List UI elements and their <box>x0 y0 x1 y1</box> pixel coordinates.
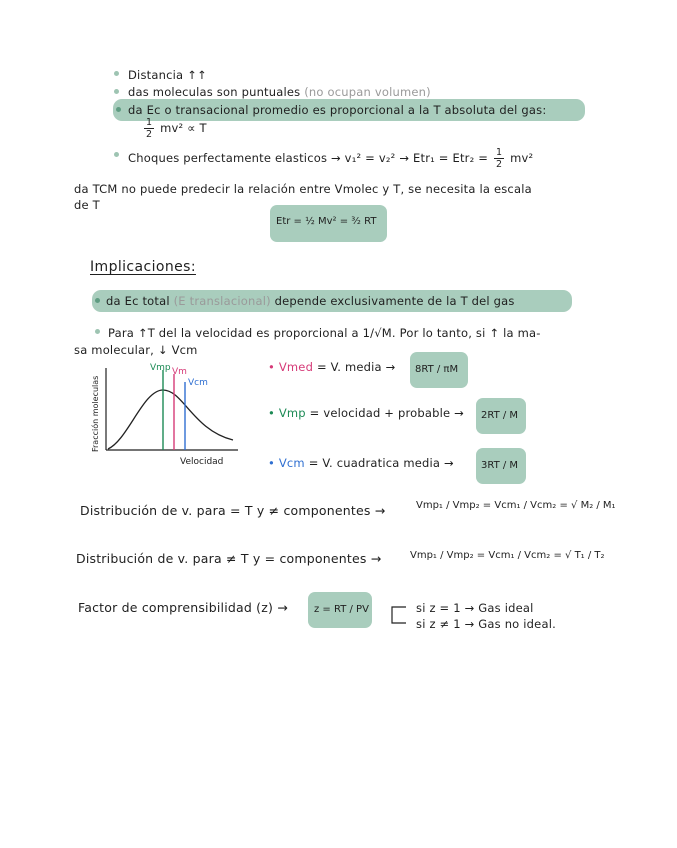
para-velocidad-line1: Para ↑T del la velocidad es proporcional a 1/√M. Por lo tanto, si ↑ la ma- <box>108 326 541 340</box>
bullet-dot <box>116 107 121 112</box>
vmp-row <box>268 406 464 420</box>
d2-vmp-ratio: Vmp₁ / Vmp₂ <box>410 550 474 561</box>
vcm-formula: 3RT / M <box>481 460 519 471</box>
factor-text: Factor de comprensibilidad (z) → <box>78 600 288 615</box>
distribucion-1-ratios: Vmp₁ / Vmp₂ = Vcm₁ / Vcm₂ = √ M₂ / M₁ <box>416 500 616 511</box>
vmed-symbol: • Vmed <box>268 360 314 374</box>
graph-ylabel: Fracción moleculas <box>91 375 100 452</box>
bullet-choques <box>128 147 533 170</box>
para-velocidad-line2: sa molecular, ↓ Vcm <box>74 343 198 357</box>
distribucion-1-text: Distribución de v. para = T y ≠ componentes → <box>80 503 386 518</box>
bullet-dot <box>95 298 100 303</box>
graph-xlabel: Velocidad <box>180 457 224 467</box>
fraction-half: $\frac{1}{2}$ <box>495 147 503 170</box>
graph-label-vm: Vm <box>172 367 187 377</box>
z-case-ideal: si z = 1 → Gas ideal <box>416 601 534 615</box>
graph-label-vcm: Vcm <box>188 378 208 388</box>
d1-vmp-ratio: Vmp₁ / Vmp₂ <box>416 500 480 511</box>
distribution-curve <box>108 390 233 449</box>
d2-temp-ratio: T₁ / T₂ <box>574 550 605 561</box>
ec-total-b: depende exclusivamente de la T del gas <box>274 294 515 308</box>
tcm-line-1: da TCM no puede predecir la relación entre Vmolec y T, se necesita la escala <box>74 182 532 196</box>
graph-label-vmp: Vmp <box>150 363 171 373</box>
vcm-symbol: • Vcm <box>268 456 305 470</box>
choques-text: Choques perfectamente elasticos → v₁² = v₂² → Etr₁ = Etr₂ = <box>128 151 489 165</box>
z-case-no-ideal: si z ≠ 1 → Gas no ideal. <box>416 617 556 631</box>
bullet-ec-transacional: da Ec o transacional promedio es proporcional a la T absoluta del gas: <box>128 103 547 117</box>
ec-total-note: (E translacional) <box>173 294 271 308</box>
bullet-dot <box>114 71 119 76</box>
vmed-desc: = V. media → <box>316 360 396 374</box>
bullet-moleculas-puntuales <box>128 85 431 99</box>
etr-formula: Etr = ½ Mv² = ³⁄₂ RT <box>276 216 377 227</box>
d1-mass-ratio: M₂ / M₁ <box>580 500 616 511</box>
formula-mv2-prop-t: mv² ∝ T <box>160 121 207 135</box>
vcm-desc: = V. cuadratica media → <box>308 456 454 470</box>
tcm-line-2: de T <box>74 198 100 212</box>
ec-total-a: da Ec total <box>106 294 170 308</box>
choques-tail: mv² <box>510 151 534 165</box>
vmed-formula: 8RT / πM <box>415 364 459 375</box>
vmp-symbol: • Vmp <box>268 406 306 420</box>
formula-half-mv2 <box>142 117 207 140</box>
bullet-dot <box>114 152 119 157</box>
bullet-dot <box>95 329 100 334</box>
bullet-moleculas-note: (no ocupan volumen) <box>304 85 431 99</box>
maxwell-distribution-graph <box>88 360 248 472</box>
bullet-moleculas-main: das moleculas son puntuales <box>128 85 301 99</box>
distribucion-2-text: Distribución de v. para ≠ T y = componentes → <box>76 551 382 566</box>
fraction-half: $\frac{1}{2}$ <box>146 117 153 140</box>
distribucion-2-ratios: Vmp₁ / Vmp₂ = Vcm₁ / Vcm₂ = √ T₁ / T₂ <box>410 550 605 561</box>
d2-vcm-ratio: Vcm₁ / Vcm₂ <box>488 550 551 561</box>
vmp-formula: 2RT / M <box>481 410 519 421</box>
bullet-ec-total <box>106 294 515 308</box>
bullet-distancia: Distancia ↑↑ <box>128 68 207 82</box>
vmed-row <box>268 360 395 374</box>
d1-vcm-ratio: Vcm₁ / Vcm₂ <box>494 500 557 511</box>
vmp-desc: = velocidad + probable → <box>309 406 465 420</box>
implicaciones-heading: Implicaciones: <box>90 259 196 275</box>
bullet-dot <box>114 89 119 94</box>
vcm-row <box>268 456 454 470</box>
case-bracket <box>388 602 410 628</box>
z-formula: z = RT / PV <box>314 604 369 615</box>
